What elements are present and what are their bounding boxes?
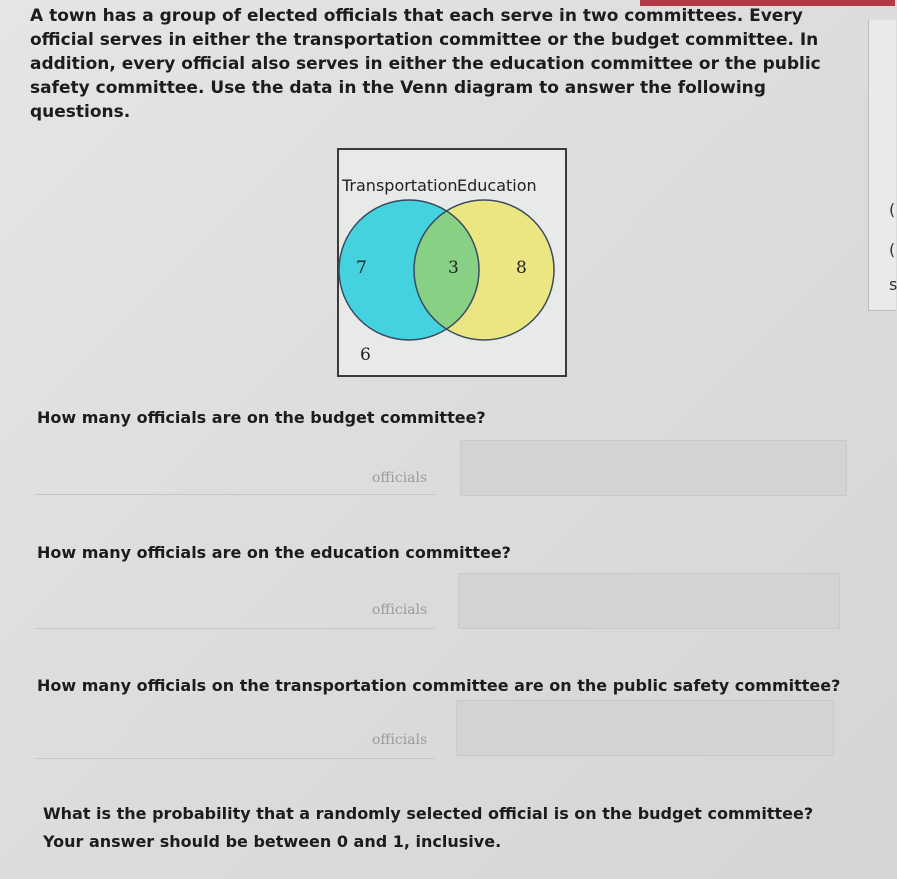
- answer-underline: [35, 628, 435, 629]
- transportation-only-count: 7: [356, 258, 367, 278]
- outside-count: 6: [360, 345, 371, 365]
- unit-label: officials: [372, 602, 428, 618]
- answer-underline: [35, 758, 435, 759]
- answer-underline: [35, 494, 435, 495]
- problem-intro: A town has a group of elected officials that each serve in two committees. Every official serves in either the transportation committee or the budget committee. In addition, every official also serves in either the education committee or the public safety committee. Use the data in the Venn diagram to answer the following questions.: [30, 6, 821, 122]
- transport-public-safety-answer-input[interactable]: [456, 700, 834, 756]
- question-probability: What is the probability that a randomly selected official is on the budget committee? Your answer should be between 0 and 1, inclusive.: [43, 804, 814, 851]
- overlap-count: 3: [448, 258, 459, 278]
- question-transport-public-safety: How many officials on the transportation committee are on the public safety committee?: [37, 676, 841, 695]
- question-budget: How many officials are on the budget committee?: [37, 408, 486, 427]
- question-education: How many officials are on the education committee?: [37, 543, 511, 562]
- side-panel-glyph: (: [889, 200, 896, 219]
- education-answer-input[interactable]: [458, 573, 840, 629]
- unit-label: officials: [372, 470, 428, 486]
- venn-diagram: [337, 148, 567, 377]
- budget-answer-input[interactable]: [460, 440, 847, 496]
- side-panel-glyph: (: [889, 240, 896, 259]
- transportation-label: Transportation: [342, 176, 458, 195]
- education-only-count: 8: [516, 258, 527, 278]
- side-panel-glyph: s: [889, 275, 897, 294]
- side-panel: [868, 20, 896, 311]
- education-label: Education: [457, 176, 537, 195]
- unit-label: officials: [372, 732, 428, 748]
